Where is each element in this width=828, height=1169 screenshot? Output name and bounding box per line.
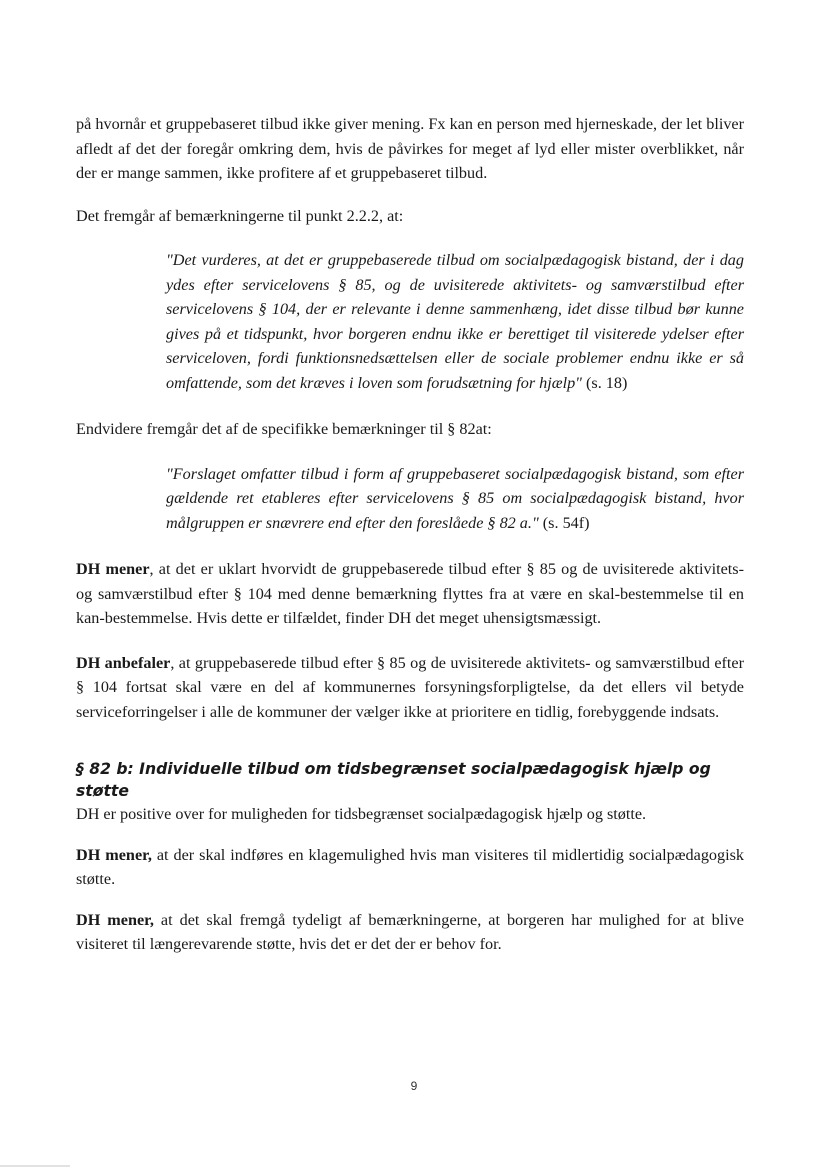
quote-2-ref: (s. 54f) [538,513,590,532]
dh-mener-2-text: at der skal indføres en klagemulighed hvis man visiteres til midlertidig socialpædagogisk støtte. [76,845,744,888]
quote-2-text: "Forslaget omfatter tilbud i form af gruppebaseret socialpædagogisk bistand, som efter gældende ret etableres efter servicelovens § 85 om socialpædagogisk bistand, hvor målgruppen er snævrere end efter den foreslåede § 82 a." [166,464,744,532]
paragraph-dh-positive: DH er positive over for muligheden for tidsbegrænset socialpædagogisk hjælp og støtte. [76,805,647,823]
paragraph-2: Det fremgår af bemærkningerne til punkt 2.2.2, at: [76,206,404,225]
dh-mener-lead: DH mener [76,560,150,578]
paragraph-dh-mener-2 [76,843,744,892]
quote-1-text: "Det vurderes, at det er gruppebaserede tilbud om socialpædagogisk bistand, der i dag ydes efter servicelovens § 85, og de uvisiterede aktivitets- og samværstilbud efter servicelovens § 104, der er relevante i denne sammenhæng, idet disse tilbud bør kunne gives på et tidspunkt, hvor borgeren endnu ikke er berettiget til visiterede ydelser efter serviceloven, fordi funktionsnedsættelsen eller de sociale problemer endnu ikke er så omfattende, som det kræves i loven som forudsætning for hjælp" [166,251,744,392]
dh-mener-text: , at det er uklart hvorvidt de gruppebaserede tilbud efter § 85 og de uvisiterede aktivitets- og samværstilbud efter § 104 med denne bemærkning flyttes fra at være en skal-bestemmelse til en kan-bestemmelse. Hvis dette er tilfældet, finder DH det meget uhensigtsmæssigt. [76,560,744,627]
dh-anbefaler-lead: DH anbefaler [76,653,171,672]
paragraph-1: på hvornår et gruppebaseret tilbud ikke giver mening. Fx kan en person med hjerneskade, der let bliver afledt af det der foregår omkring dem, hvis de påvirkes for meget af lyd eller mister overblikket, når der er mange sammen, ikke profitere af et gruppebaseret tilbud. [76,115,744,182]
paragraph-3: Endvidere fremgår det af de specifikke bemærkninger til § 82at: [76,420,492,438]
section-heading: § 82 b: Individuelle tilbud om tidsbegrænset socialpædagogisk hjælp og støtte [76,760,711,800]
paragraph-dh-anbefaler [76,651,744,725]
quote-2 [166,462,744,536]
quote-1 [166,248,744,395]
dh-mener-3-lead: DH mener, [76,910,154,929]
paragraph-dh-mener-3 [76,908,744,957]
document-page [76,112,744,957]
dh-mener-3-text: at det skal fremgå tydeligt af bemærkningerne, at borgeren har mulighed for at blive visiteret til længerevarende støtte, hvis det er det der er behov for. [76,910,744,953]
dh-mener-2-lead: DH mener, [76,845,152,864]
paragraph-dh-mener [76,557,744,631]
dh-anbefaler-text: , at gruppebaserede tilbud efter § 85 og de uvisiterede aktivitets- og samværstilbud efter § 104 fortsat skal være en del af kommunernes forsyningsforpligtelse, da det ellers vil betyde serviceforringelser i alle de kommuner der vælger ikke at prioritere en tidlig, forebyggende indsats. [76,653,745,721]
scan-edge-mark [0,1165,70,1167]
page-number: 9 [410,1079,418,1093]
quote-1-ref: (s. 18) [581,373,628,392]
